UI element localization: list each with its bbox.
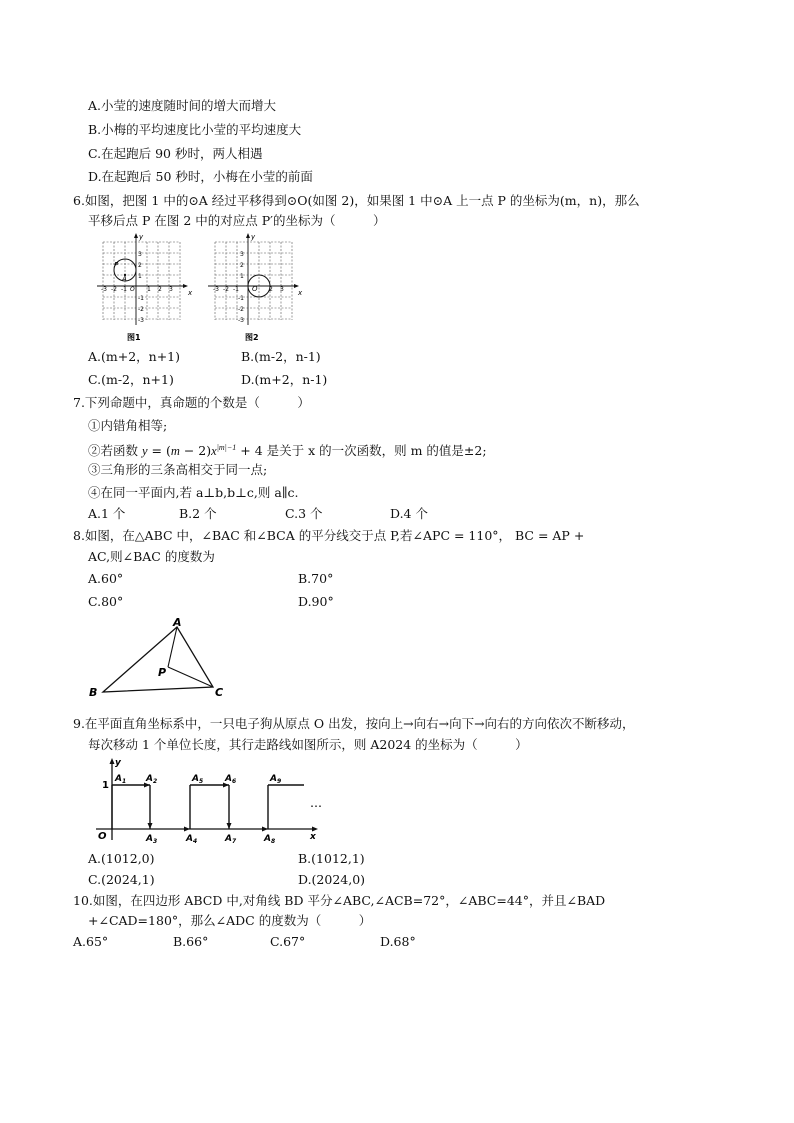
- figure-2-caption: 图2: [245, 333, 259, 342]
- tick-x-3: 3: [169, 286, 173, 293]
- q9-stem-line2: 每次移动 1 个单位长度，其行走路线如图所示，则 A2024 的坐标为（ ）: [88, 737, 528, 752]
- continuation-ellipsis: …: [310, 796, 322, 810]
- point-label-a1: A: [115, 774, 122, 784]
- point-label-a4: A: [186, 834, 193, 844]
- q10-stem-line2: +∠CAD=180°，那么∠ADC 的度数为（ ）: [88, 913, 372, 928]
- svg-text:A2: [145, 774, 157, 785]
- q10-option-c: C.67°: [270, 934, 306, 949]
- q10-option-a: A.65°: [73, 934, 109, 949]
- q8-stem-line1: 8.如图，在△ABC 中，∠BAC 和∠BCA 的平分线交于点 P,若∠APC = 110°， BC = AP +: [73, 528, 585, 543]
- point-p-label: P: [158, 666, 167, 679]
- svg-text:A6: [224, 774, 236, 785]
- origin-label: O: [98, 831, 107, 842]
- q5-option-c: C.在起跑后 90 秒时，两人相遇: [88, 146, 263, 161]
- tick-y-neg1: -1: [138, 295, 144, 302]
- q5-option-d: D.在起跑后 50 秒时，小梅在小莹的前面: [88, 169, 313, 184]
- tick-x-3: 3: [280, 286, 284, 293]
- point-label-a9: A: [270, 774, 277, 784]
- axis-y-label: y: [139, 233, 144, 241]
- point-subscript-3: 3: [152, 838, 158, 845]
- q7-statement-4: ④在同一平面内,若 a⊥b,b⊥c,则 a∥c.: [88, 485, 299, 500]
- q8-triangle-figure: [85, 615, 245, 703]
- axis-x-label: x: [188, 289, 193, 297]
- q7-option-d: D.4 个: [390, 506, 428, 521]
- vertex-a-label: A: [173, 616, 182, 629]
- q6-figure-2: [203, 230, 303, 344]
- tick-y-3: 3: [240, 251, 244, 258]
- svg-text:A9: [269, 774, 281, 785]
- tick-y-2: 2: [138, 262, 142, 269]
- point-subscript-6: 6: [231, 778, 237, 785]
- q7-option-c: C.3 个: [285, 506, 323, 521]
- point-label-a7: A: [225, 834, 232, 844]
- q8-option-a: A.60°: [88, 571, 124, 586]
- svg-text:A5: [191, 774, 203, 785]
- q7-option-b: B.2 个: [179, 506, 217, 521]
- figure-1-caption: 图1: [127, 333, 141, 342]
- q5-option-a: A.小莹的速度随时间的增大而增大: [88, 98, 277, 113]
- point-subscript-1: 1: [121, 778, 127, 785]
- tick-y-2: 2: [240, 262, 244, 269]
- tick-x-neg2: -2: [111, 286, 117, 293]
- point-label-a5: A: [192, 774, 199, 784]
- tick-x-neg1: -1: [121, 286, 127, 293]
- point-subscript-9: 9: [276, 778, 282, 785]
- tick-y-neg2: -2: [238, 306, 244, 313]
- vertex-c-label: C: [215, 686, 224, 699]
- tick-y-neg3: -3: [238, 317, 244, 324]
- point-subscript-2: 2: [152, 778, 158, 785]
- q7-statement-2: ②若函数 $y = (m - 2)x^{|m|-1} + 4$ 是关于 x 的一次函数，则 m 的值是±2;: [88, 443, 487, 459]
- q7-option-a: A.1 个: [88, 506, 126, 521]
- tick-y-3: 3: [138, 251, 142, 258]
- axis-x-label: x: [298, 289, 303, 297]
- q6-option-b: B.(m-2，n-1): [241, 349, 321, 364]
- q9-stem-line1: 9.在平面直角坐标系中，一只电子狗从原点 O 出发，按向上→向右→向下→向右的方向依次不断移动，: [73, 716, 635, 731]
- q9-option-c: C.(2024,1): [88, 872, 155, 887]
- tick-y-neg1: -1: [238, 295, 244, 302]
- tick-y-neg3: -3: [138, 317, 144, 324]
- q7-statement-3: ③三角形的三条高相交于同一点;: [88, 462, 268, 477]
- q8-option-c: C.80°: [88, 594, 124, 609]
- vertex-b-label: B: [89, 686, 98, 699]
- tick-x-neg3: -3: [101, 286, 107, 293]
- tick-y-1: 1: [138, 273, 142, 280]
- point-a-label: A: [122, 275, 127, 283]
- q9-option-d: D.(2024,0): [298, 872, 366, 887]
- axis-y-label: y: [251, 233, 256, 241]
- tick-x-neg1: -1: [233, 286, 239, 293]
- q8-option-d: D.90°: [298, 594, 334, 609]
- tick-x-1: 1: [147, 286, 151, 293]
- q10-stem-line1: 10.如图，在四边形 ABCD 中,对角线 BD 平分∠ABC,∠ACB=72°，∠ABC=44°，并且∠BAD: [73, 893, 606, 908]
- q10-option-b: B.66°: [173, 934, 209, 949]
- axis-x-label: x: [310, 832, 316, 842]
- tick-x-neg2: -2: [223, 286, 229, 293]
- point-label-a6: A: [225, 774, 232, 784]
- tick-x-2: 2: [269, 286, 273, 293]
- point-subscript-4: 4: [192, 838, 198, 845]
- origin-label: O: [130, 286, 135, 293]
- tick-y-neg2: -2: [138, 306, 144, 313]
- tick-x-neg3: -3: [213, 286, 219, 293]
- q8-option-b: B.70°: [298, 571, 334, 586]
- tick-y-1: 1: [240, 273, 244, 280]
- tick-x-2: 2: [158, 286, 162, 293]
- q9-option-a: A.(1012,0): [88, 851, 155, 866]
- point-label-a3: A: [146, 834, 153, 844]
- q7-statement-1: ①内错角相等;: [88, 418, 168, 433]
- q6-option-a: A.(m+2，n+1): [88, 349, 181, 364]
- q9-option-b: B.(1012,1): [298, 851, 365, 866]
- origin-label: O: [252, 285, 258, 293]
- point-label-a2: A: [146, 774, 153, 784]
- q9-path-figure: [88, 755, 328, 845]
- point-p-label: P: [114, 261, 119, 269]
- svg-text:A1: [114, 774, 126, 785]
- svg-text:A8: [263, 834, 275, 845]
- point-subscript-8: 8: [270, 838, 276, 845]
- q10-option-d: D.68°: [380, 934, 416, 949]
- q6-option-d: D.(m+2，n-1): [241, 372, 328, 387]
- point-subscript-5: 5: [198, 778, 204, 785]
- q6-stem-line2: 平移后点 P 在图 2 中的对应点 P′的坐标为（ ）: [88, 213, 386, 228]
- q6-option-c: C.(m-2，n+1): [88, 372, 174, 387]
- svg-text:A3: [145, 834, 157, 845]
- q7-stem: 7.下列命题中，真命题的个数是（ ）: [73, 395, 310, 410]
- point-label-a8: A: [264, 834, 271, 844]
- svg-text:A7: [224, 834, 237, 845]
- y-tick-1: 1: [102, 780, 109, 791]
- svg-text:A4: [185, 834, 197, 845]
- q5-option-b: B.小梅的平均速度比小莹的平均速度大: [88, 122, 302, 137]
- point-subscript-7: 7: [231, 838, 237, 845]
- q6-stem-line1: 6.如图，把图 1 中的⊙A 经过平移得到⊙O(如图 2)，如果图 1 中⊙A 上一点 P 的坐标为(m，n)，那么: [73, 193, 640, 208]
- q6-figure-1: [95, 230, 195, 344]
- q8-stem-line2: AC,则∠BAC 的度数为: [88, 549, 215, 564]
- axis-y-label: y: [115, 758, 121, 768]
